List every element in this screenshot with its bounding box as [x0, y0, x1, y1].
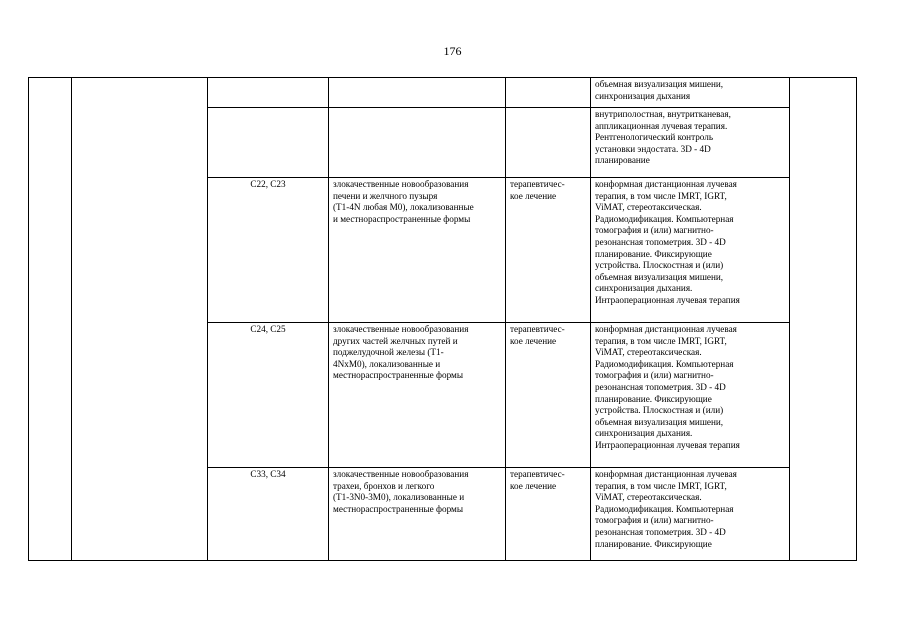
cell-text-line: планирование. Фиксирующие [595, 393, 712, 404]
diagnosis-cell [329, 468, 506, 561]
extra-cell [790, 78, 857, 561]
treatment-type-cell [506, 78, 591, 108]
cell-text-line: (T1-3N0-3M0), локализованные и [333, 492, 465, 503]
cell-text-line: (T1-4N любая M0), локализованные [333, 202, 474, 213]
cell-text-line: других частей желчных путей и [333, 335, 458, 346]
methods-cell [591, 108, 790, 178]
cell-text-line: внутриполостная, внутритканевая, [595, 109, 731, 119]
methods-cell [591, 178, 790, 323]
cell-text-line: 4NxM0), локализованные и [333, 358, 441, 369]
cell-text-line: планирование. Фиксирующие [595, 248, 712, 259]
cell-text-line: синхронизация дыхания. [595, 428, 693, 439]
cell-text-line: трахеи, бронхов и легкого [333, 480, 435, 491]
treatment-type-cell [506, 323, 591, 468]
diagnosis-cell [329, 178, 506, 323]
diagnosis-cell [329, 78, 506, 108]
cell-text-line: устройства. Плоскостная и (или) [595, 260, 724, 271]
cell-text-line: и местнораспространенные формы [333, 213, 471, 224]
cell-text-line: печени и желчного пузыря [333, 190, 438, 201]
profile-cell [72, 78, 208, 561]
cell-text-line: терапевтичес- [510, 469, 565, 479]
cell-text-line: терапия, в том числе IMRT, IGRT, [595, 480, 727, 491]
table-container [28, 77, 857, 561]
methods-cell [591, 78, 790, 108]
cell-text-line: конформная дистанционная лучевая [595, 324, 737, 334]
cell-text-line: объемная визуализация мишени, [595, 416, 724, 427]
cell-text-line: злокачественные новообразования [333, 179, 469, 189]
code-cell: C33, C34 [208, 468, 329, 561]
cell-text-line: томография и (или) магнитно- [595, 515, 714, 526]
cell-text-line: конформная дистанционная лучевая [595, 469, 737, 479]
cell-text-line: терапия, в том числе IMRT, IGRT, [595, 190, 727, 201]
cell-text-line: ViMAT, стереотаксическая. [595, 347, 702, 358]
code-cell: C22, C23 [208, 178, 329, 323]
diagnosis-cell [329, 323, 506, 468]
treatment-type-cell [506, 108, 591, 178]
cell-text-line: Радиомодификация. Компьютерная [595, 503, 734, 514]
cell-text-line: злокачественные новообразования [333, 324, 469, 334]
cell-text-line: аппликационная лучевая терапия. [595, 120, 728, 131]
cell-text-line: терапевтичес- [510, 179, 565, 189]
diagnosis-cell [329, 108, 506, 178]
cell-text-line: Интраоперационная лучевая терапия [595, 439, 740, 450]
cell-text-line: планирование [595, 155, 650, 166]
cell-text-line: кое лечение [510, 480, 557, 491]
cell-text-line: объемная визуализация мишени, [595, 271, 724, 282]
cell-text-line: объемная визуализация мишени, [595, 79, 724, 89]
cell-text-line: кое лечение [510, 335, 557, 346]
cell-text-line: резонансная топометрия. 3D - 4D [595, 236, 726, 247]
number-cell [29, 78, 72, 561]
cell-text-line: устройства. Плоскостная и (или) [595, 405, 724, 416]
cell-text-line: синхронизация дыхания [595, 90, 691, 101]
methods-cell [591, 323, 790, 468]
cell-text-line: кое лечение [510, 190, 557, 201]
cell-text-line: томография и (или) магнитно- [595, 370, 714, 381]
cell-text-line: Рентгенологический контроль [595, 132, 714, 143]
cell-text-line: планирование. Фиксирующие [595, 538, 712, 549]
treatment-type-cell [506, 178, 591, 323]
cell-text-line: синхронизация дыхания. [595, 283, 693, 294]
cell-text-line: местнораспространенные формы [333, 370, 464, 381]
methods-cell [591, 468, 790, 561]
code-cell [208, 108, 329, 178]
cell-text-line: установки эндостата. 3D - 4D [595, 143, 711, 154]
cell-text-line: резонансная топометрия. 3D - 4D [595, 381, 726, 392]
code-cell [208, 78, 329, 108]
cell-text-line: конформная дистанционная лучевая [595, 179, 737, 189]
treatment-table [28, 77, 857, 561]
cell-text-line: резонансная топометрия. 3D - 4D [595, 526, 726, 537]
cell-text-line: ViMAT, стереотаксическая. [595, 202, 702, 213]
cell-text-line: томография и (или) магнитно- [595, 225, 714, 236]
code-cell: C24, C25 [208, 323, 329, 468]
page-number: 176 [443, 44, 462, 58]
table-body [29, 78, 857, 561]
cell-text-line: терапия, в том числе IMRT, IGRT, [595, 335, 727, 346]
cell-text-line: злокачественные новообразования [333, 469, 469, 479]
cell-text-line: ViMAT, стереотаксическая. [595, 492, 702, 503]
cell-text-line: терапевтичес- [510, 324, 565, 334]
cell-text-line: Радиомодификация. Компьютерная [595, 358, 734, 369]
cell-text-line: местнораспространенные формы [333, 503, 464, 514]
table-row [29, 78, 857, 108]
treatment-type-cell [506, 468, 591, 561]
cell-text-line: Радиомодификация. Компьютерная [595, 213, 734, 224]
cell-text-line: поджелудочной железы (T1- [333, 347, 444, 358]
cell-text-line: Интраоперационная лучевая терапия [595, 294, 740, 305]
